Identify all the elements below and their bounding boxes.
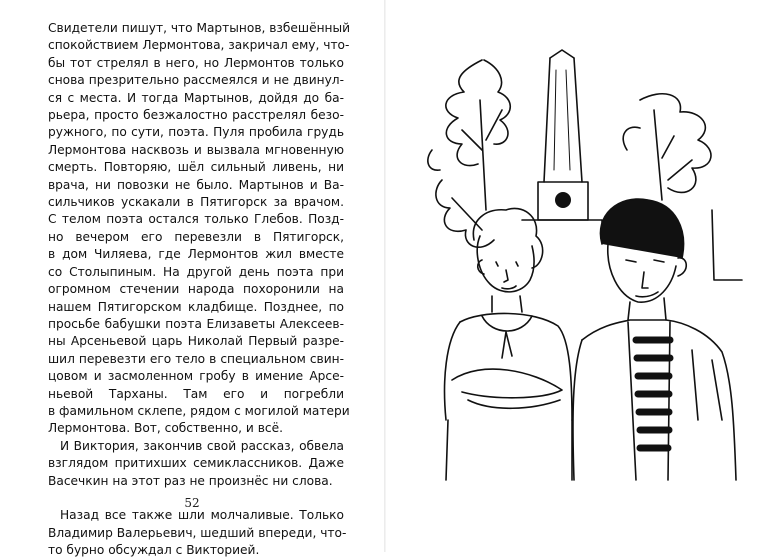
text-line: Лермонтова. Вот, собственно, и всё. bbox=[48, 421, 283, 436]
text-line: рьера, просто безжалостно расстрелял безо- bbox=[48, 108, 344, 123]
text-line: шил перевезти его тело в специальном свин- bbox=[48, 351, 344, 366]
text-line: Назад все также шли молчаливые. Только bbox=[60, 508, 344, 523]
text-line: то бурно обсуждал с Викторией. bbox=[48, 543, 260, 558]
text-line: снова презрительно рассмеялся и не двинул- bbox=[48, 73, 344, 88]
text-line: но вечером его перевезли в Пятигорск, bbox=[48, 229, 344, 244]
text-line: Лермонтова насквозь и вызвала мгновенную bbox=[48, 142, 344, 157]
text-line: просьбе бабушки поэта Елизаветы Алексеев- bbox=[48, 316, 344, 331]
page-number: 52 bbox=[184, 496, 200, 510]
tree-left bbox=[428, 60, 510, 247]
text-page bbox=[0, 0, 384, 558]
boy-right bbox=[573, 199, 736, 480]
text-line: ся с места. И тогда Мартынов, дойдя до ба- bbox=[48, 90, 344, 105]
text-line: со Столыпиным. На другой день поэта при bbox=[48, 264, 344, 279]
text-line: спокойствием Лермонтова, закричал ему, что- bbox=[48, 38, 350, 53]
text-line: Владимир Валерьевич, шедший впереди, что- bbox=[48, 525, 347, 540]
text-line: в фамильном склепе, рядом с могилой матери bbox=[48, 403, 350, 418]
text-line: цовом и засмоленном гробу в имение Арсе- bbox=[48, 369, 344, 384]
text-line: врача, ни повозки не было. Мартынов и Ва- bbox=[48, 177, 344, 192]
text-line: ружного, по сути, поэта. Пуля пробила грудь bbox=[48, 125, 344, 140]
text-line: И Виктория, закончив свой рассказ, обвела bbox=[60, 438, 344, 453]
striped-shirt bbox=[636, 340, 670, 448]
text-column bbox=[48, 20, 351, 560]
two-boys-obelisk-illustration bbox=[422, 40, 752, 490]
boy-left bbox=[445, 208, 572, 480]
obelisk bbox=[522, 50, 602, 236]
text-line: Свидетели пишут, что Мартынов, взбешённый bbox=[48, 21, 351, 35]
text-line: нашем Пятигорском кладбище. Позднее, по bbox=[48, 299, 344, 314]
illustration-page bbox=[386, 0, 770, 552]
text-line: ньевой Тарханы. Там его и погребли bbox=[48, 386, 344, 401]
text-line: сильчиков ускакали в Пятигорск за врачом. bbox=[48, 195, 344, 210]
text-line: С телом поэта остался только Глебов. Позд- bbox=[48, 212, 344, 227]
text-line: ны Арсеньевой царь Николай Первый разре- bbox=[48, 334, 344, 349]
text-line: в дом Чиляева, где Лермонтов жил вместе bbox=[48, 247, 344, 262]
text-line: смерть. Повторяю, шёл сильный ливень, ни bbox=[48, 160, 344, 175]
text-line: огромном стечении народа похоронили на bbox=[48, 282, 344, 297]
text-line: Васечкин на этот раз не произнёс ни слова. bbox=[48, 473, 333, 488]
text-line: бы тот стрелял в него, но Лермонтов только bbox=[48, 55, 344, 70]
text-line: взглядом притихших семиклассников. Даже bbox=[48, 456, 344, 471]
